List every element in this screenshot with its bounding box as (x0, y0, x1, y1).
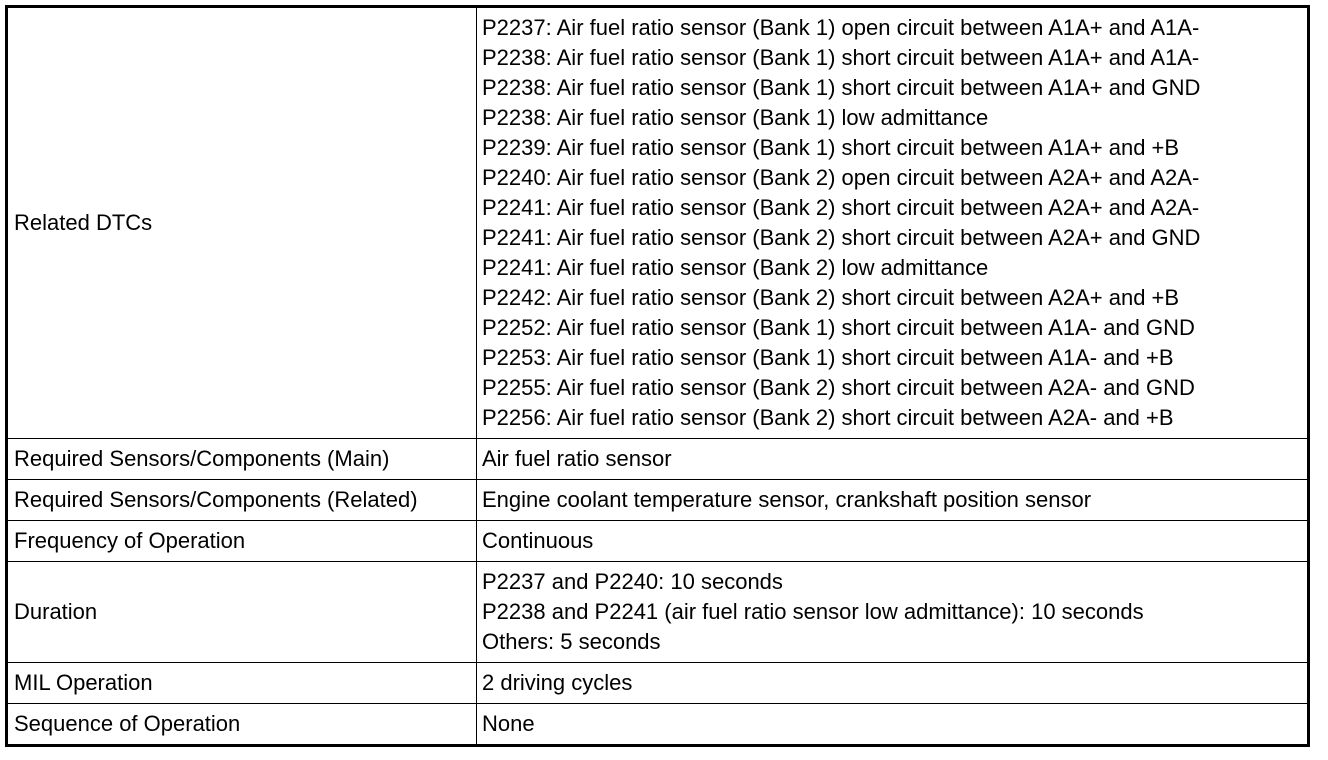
value-sensors-related (477, 480, 1309, 521)
dtc-line: P2241: Air fuel ratio sensor (Bank 2) short circuit between A2A+ and GND (482, 225, 1201, 250)
table-row-sensors-related (7, 480, 1309, 521)
dtc-line: P2239: Air fuel ratio sensor (Bank 1) short circuit between A1A+ and +B (482, 135, 1180, 160)
value-line: P2237 and P2240: 10 seconds (482, 569, 783, 594)
label-sensors-related: Required Sensors/Components (Related) (7, 480, 477, 521)
label-frequency: Frequency of Operation (7, 521, 477, 562)
table-row-related-dtcs (7, 7, 1309, 439)
monitor-spec-table (5, 5, 1310, 747)
dtc-line: P2242: Air fuel ratio sensor (Bank 2) short circuit between A2A+ and +B (482, 285, 1180, 310)
value-line: 2 driving cycles (482, 670, 633, 695)
value-line: Air fuel ratio sensor (482, 446, 672, 471)
value-related-dtcs (477, 7, 1309, 439)
value-line: Engine coolant temperature sensor, crankshaft position sensor (482, 487, 1092, 512)
label-sensors-main: Required Sensors/Components (Main) (7, 439, 477, 480)
dtc-line: P2238: Air fuel ratio sensor (Bank 1) low admittance (482, 105, 989, 130)
dtc-line: P2253: Air fuel ratio sensor (Bank 1) short circuit between A1A- and +B (482, 345, 1174, 370)
value-line: Continuous (482, 528, 594, 553)
table-row-frequency (7, 521, 1309, 562)
value-sequence (477, 704, 1309, 746)
dtc-line: P2241: Air fuel ratio sensor (Bank 2) low admittance (482, 255, 989, 280)
value-line: None (482, 711, 535, 736)
table-row-sensors-main (7, 439, 1309, 480)
label-mil-operation: MIL Operation (7, 663, 477, 704)
label-related-dtcs: Related DTCs (7, 7, 477, 439)
table-row-sequence (7, 704, 1309, 746)
label-duration: Duration (7, 562, 477, 663)
table-row-mil-operation (7, 663, 1309, 704)
dtc-line: P2241: Air fuel ratio sensor (Bank 2) short circuit between A2A+ and A2A- (482, 195, 1200, 220)
table-row-duration (7, 562, 1309, 663)
value-line: P2238 and P2241 (air fuel ratio sensor low admittance): 10 seconds (482, 599, 1144, 624)
value-duration (477, 562, 1309, 663)
dtc-line: P2252: Air fuel ratio sensor (Bank 1) short circuit between A1A- and GND (482, 315, 1195, 340)
dtc-line: P2240: Air fuel ratio sensor (Bank 2) open circuit between A2A+ and A2A- (482, 165, 1200, 190)
value-line: Others: 5 seconds (482, 629, 661, 654)
dtc-line: P2238: Air fuel ratio sensor (Bank 1) short circuit between A1A+ and A1A- (482, 45, 1200, 70)
value-sensors-main (477, 439, 1309, 480)
dtc-line: P2238: Air fuel ratio sensor (Bank 1) short circuit between A1A+ and GND (482, 75, 1201, 100)
dtc-line: P2255: Air fuel ratio sensor (Bank 2) short circuit between A2A- and GND (482, 375, 1195, 400)
value-frequency (477, 521, 1309, 562)
value-mil-operation (477, 663, 1309, 704)
label-sequence: Sequence of Operation (7, 704, 477, 746)
dtc-line: P2237: Air fuel ratio sensor (Bank 1) open circuit between A1A+ and A1A- (482, 15, 1200, 40)
dtc-line: P2256: Air fuel ratio sensor (Bank 2) short circuit between A2A- and +B (482, 405, 1174, 430)
